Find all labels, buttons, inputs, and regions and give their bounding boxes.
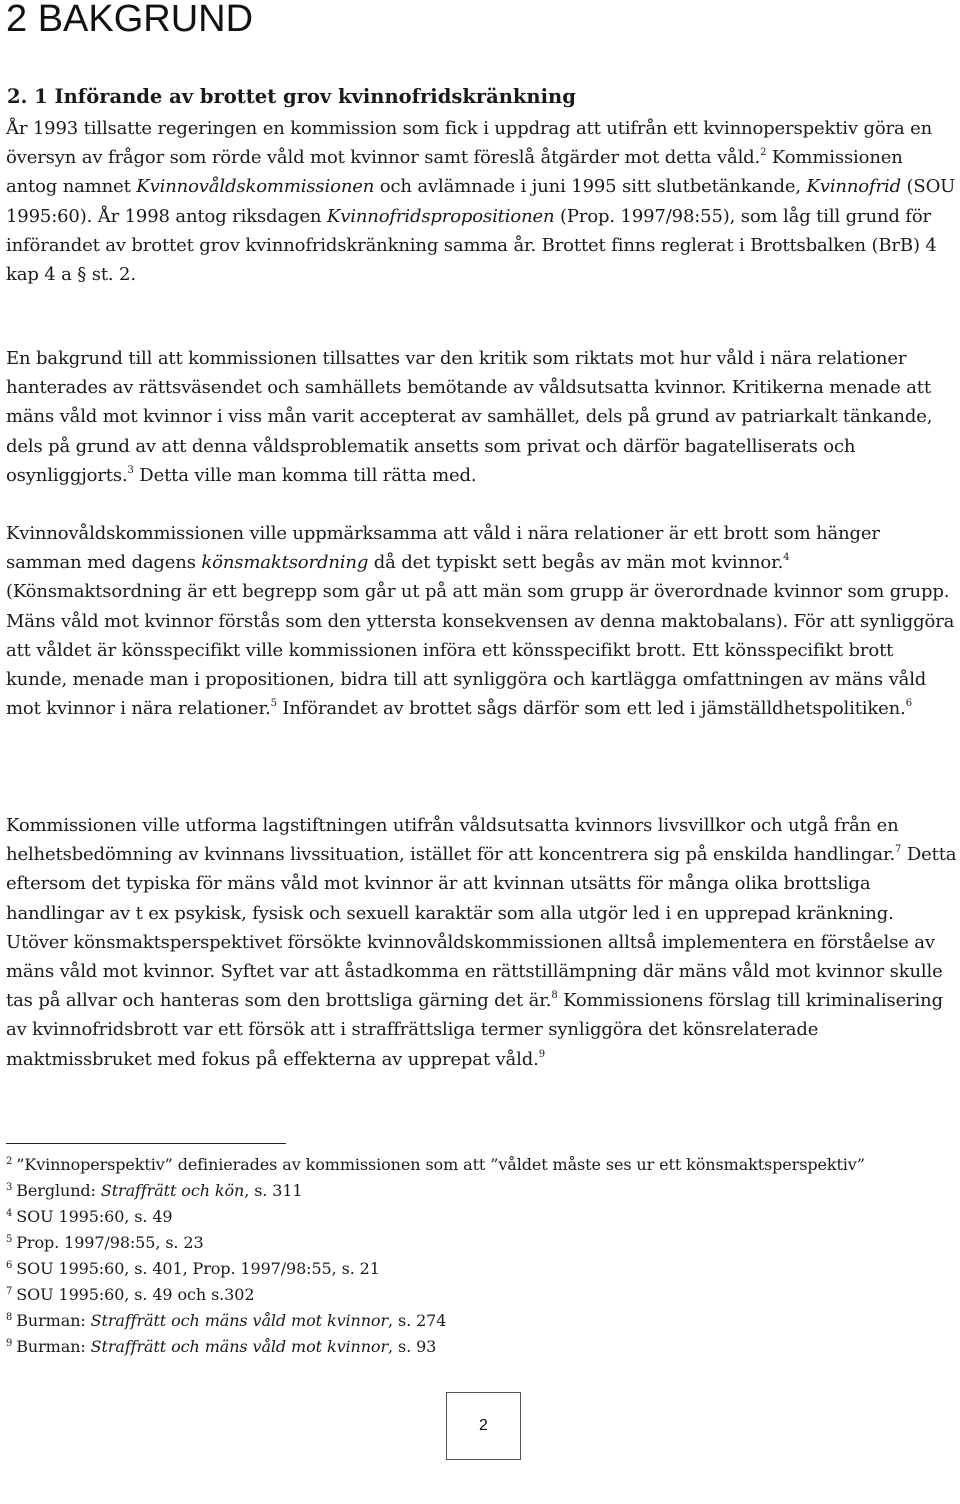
paragraph-text: År 1993 tillsatte regeringen en kommission som fick i uppdrag att utifrån ett kvinnoperspektiv göra en översyn av frågor som rörde våld mot kvinnor samt föreslå åtgärder mot detta våld.: [6, 118, 933, 169]
footnote-item: [6, 1153, 906, 1179]
paragraph-text: då det typiskt sett begås av män mot kvinnor.: [368, 552, 784, 574]
footnote-number: 5: [6, 1234, 13, 1245]
paragraph-text: En bakgrund till att kommissionen tillsattes var den kritik som riktats mot hur våld i nära relationer hanterades av rättsväsendet och samhällets bemötande av våldsutsatta kvinnor. Kritikerna menade att mäns våld mot kvinnor i viss mån varit accepterat av samhället, dels på grund av patriarkalt tänkande, dels på grund av att denna våldsproblematik ansetts som privat och därför bagatelliserats och osynliggjorts.: [6, 348, 933, 486]
paragraph-4: [6, 811, 958, 1074]
footnote-number: 8: [6, 1312, 13, 1323]
paragraph-text: Kommissionen antog namnet: [6, 147, 903, 198]
footnote-emphasis: Straffrätt och mäns våld mot kvinnor: [90, 1311, 389, 1330]
footnote-item: [6, 1257, 906, 1283]
footnote-text: Berglund:: [16, 1181, 101, 1200]
footnote-ref: 9: [538, 1048, 545, 1060]
footnote-item: [6, 1335, 906, 1361]
paragraph-1: [6, 114, 958, 289]
footnote-item: [6, 1283, 906, 1309]
footnote-number: 4: [6, 1208, 13, 1219]
footnote-text: Burman:: [16, 1311, 91, 1330]
paragraph-text: (Könsmaktsordning är ett begrepp som går ut på att män som grupp är överordnade kvinnor som grupp. Mäns våld mot kvinnor förstås som den yttersta konsekvensen av denna maktobalans). För att synliggöra att våldet är könsspecifikt ville kommissionen införa ett könsspecifikt brott. Ett könsspecifikt brott kunde, menade man i propositionen, bidra till att synliggöra och kartlägga omfattningen av mäns våld mot kvinnor i nära relationer.: [6, 581, 955, 720]
footnote-list: [6, 1153, 906, 1361]
footnote-tail: , s. 274: [388, 1311, 447, 1330]
footnote-tail: , s. 93: [388, 1337, 437, 1356]
paragraph-text: och avlämnade i juni 1995 sitt slutbetänkande,: [374, 176, 807, 198]
footnote-ref: 3: [127, 464, 134, 476]
footnote-text: SOU 1995:60, s. 49: [16, 1207, 173, 1226]
page-title: 2 BAKGRUND: [6, 0, 254, 40]
footnote-item: [6, 1205, 906, 1231]
footnote-text: Prop. 1997/98:55, s. 23: [16, 1233, 204, 1252]
footnote-ref: 4: [783, 552, 790, 564]
footnote-number: 9: [6, 1338, 13, 1349]
paragraph-2: [6, 344, 958, 490]
footnote-text: Burman:: [16, 1337, 91, 1356]
footnote-number: 3: [6, 1182, 13, 1193]
footnote-ref: 2: [760, 147, 767, 159]
footnote-ref: 5: [270, 698, 277, 710]
footnote-tail: , s. 311: [244, 1181, 303, 1200]
paragraph-text: Kommissionen ville utforma lagstiftningen utifrån våldsutsatta kvinnors livsvillkor och utgå från en helhetsbedömning av kvinnans livssituation, istället för att koncentrera sig på enskilda handlingar.: [6, 815, 899, 866]
paragraph-text: Detta ville man komma till rätta med.: [133, 464, 477, 486]
paragraph-3: [6, 519, 958, 723]
footnote-number: 2: [6, 1156, 13, 1167]
paragraph-text: (SOU 1995:60). År 1998 antog riksdagen: [6, 176, 956, 227]
footnote-ref: 8: [551, 990, 558, 1002]
paragraph-text: Kommissionens förslag till kriminalisering av kvinnofridsbrott var ett försök att i straffrättsliga termer synliggöra det könsrelaterade maktmissbruket med fokus på effekterna av upprepat våld.: [6, 990, 943, 1070]
emphasis-text: Kvinnovåldskommissionen: [136, 176, 375, 198]
footnote-number: 7: [6, 1286, 13, 1297]
footnote-item: [6, 1179, 906, 1205]
paragraph-text: Kvinnovåldskommissionen ville uppmärksamma att våld i nära relationer är ett brott som hänger samman med dagens: [6, 523, 880, 574]
footnote-divider: [6, 1143, 286, 1144]
footnote-item: [6, 1231, 906, 1257]
section-title: 2. 1 Införande av brottet grov kvinnofridskränkning: [7, 85, 576, 108]
paragraph-text: Införandet av brottet sågs därför som ett led i jämställdhetspolitiken.: [276, 698, 906, 720]
footnote-text: ”Kvinnoperspektiv” definierades av kommissionen som att ”våldet måste ses ur ett könsmaktsperspektiv”: [16, 1155, 865, 1174]
footnote-emphasis: Straffrätt och kön: [100, 1181, 245, 1200]
footnote-ref: 6: [905, 698, 912, 710]
emphasis-text: Kvinnofrid: [806, 176, 901, 198]
footnote-text: SOU 1995:60, s. 401, Prop. 1997/98:55, s. 21: [16, 1259, 380, 1278]
paragraph-text: (Prop. 1997/98:55), som låg till grund för införandet av brottet grov kvinnofridskränkning samma år. Brottet finns reglerat i Brottsbalken (BrB) 4 kap 4 a § st. 2.: [6, 205, 937, 286]
footnote-item: [6, 1309, 906, 1335]
paragraph-text: Detta eftersom det typiska för mäns våld mot kvinnor är att kvinnan utsätts för många olika brottsliga handlingar av t ex psykisk, fysisk och sexuell karaktär som alla utgör led i en upprepad kränkning. Utöver könsmaktsperspektivet försökte kvinnovåldskommissionen alltså implementera en förståelse av mäns våld mot kvinnor. Syftet var att åstadkomma en rättstillämpning där mäns våld mot kvinnor skulle tas på allvar och hanteras som den brottsliga gärning det är.: [6, 844, 957, 1012]
page-number: 2: [446, 1392, 521, 1460]
footnote-emphasis: Straffrätt och mäns våld mot kvinnor: [90, 1337, 389, 1356]
footnote-text: SOU 1995:60, s. 49 och s.302: [16, 1285, 255, 1304]
emphasis-text: Kvinnofridspropositionen: [326, 205, 555, 227]
footnote-number: 6: [6, 1260, 13, 1271]
emphasis-text: könsmaktsordning: [201, 552, 369, 574]
footnote-ref: 7: [895, 844, 902, 856]
